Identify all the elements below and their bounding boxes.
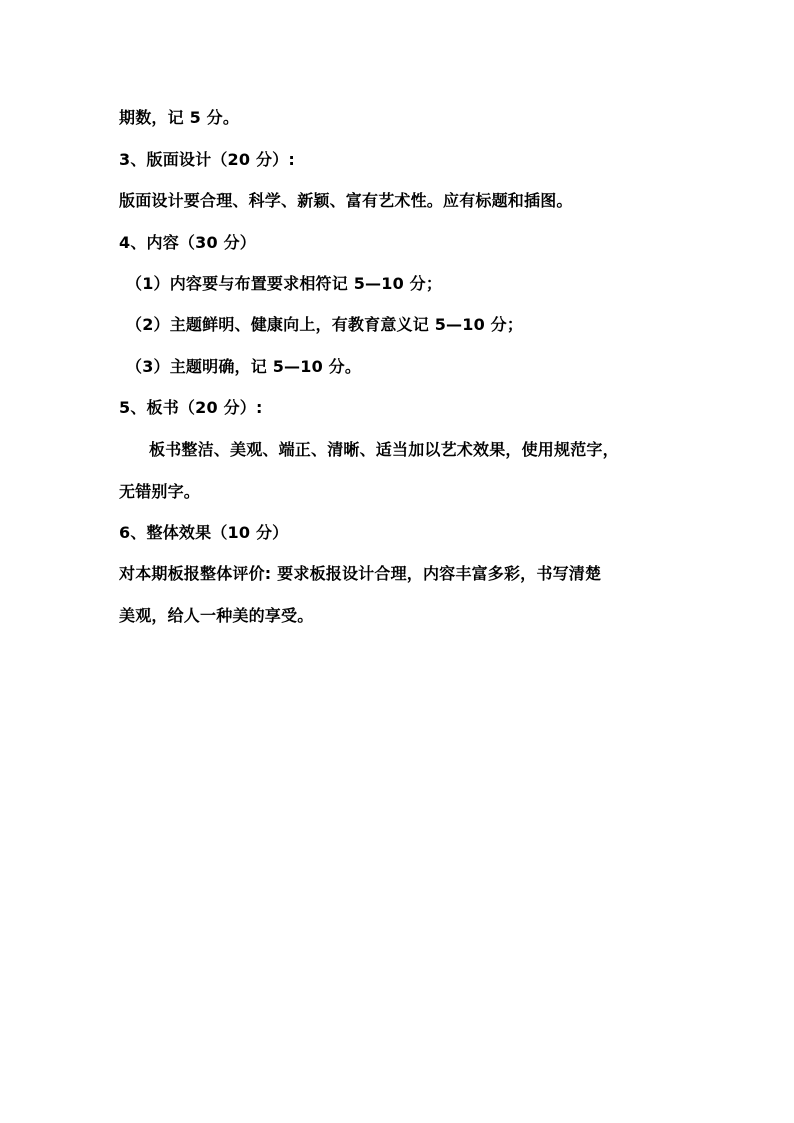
list-item: （3）主题明确，记 5—10 分。 — [126, 357, 362, 376]
section-heading: 6、整体效果（10 分） — [119, 523, 289, 542]
paragraph-line: 期数，记 5 分。 — [119, 108, 240, 127]
paragraph-line: 版面设计要合理、科学、新颖、富有艺术性。应有标题和插图。 — [119, 191, 573, 210]
section-heading: 3、版面设计（20 分）: — [119, 150, 295, 169]
paragraph-line: 无错别字。 — [119, 482, 201, 501]
paragraph-line: 板书整洁、美观、端正、清晰、适当加以艺术效果，使用规范字， — [149, 440, 619, 459]
paragraph-line: 美观，给人一种美的享受。 — [119, 606, 314, 625]
list-item: （2）主题鲜明、健康向上，有教育意义记 5—10 分； — [126, 315, 524, 334]
list-item: （1）内容要与布置要求相符记 5—10 分； — [126, 274, 443, 293]
section-heading: 5、板书（20 分）: — [119, 398, 263, 417]
section-heading: 4、内容（30 分） — [119, 233, 256, 252]
paragraph-line: 对本期板报整体评价: 要求板报设计合理，内容丰富多彩，书写清楚 — [119, 564, 602, 583]
